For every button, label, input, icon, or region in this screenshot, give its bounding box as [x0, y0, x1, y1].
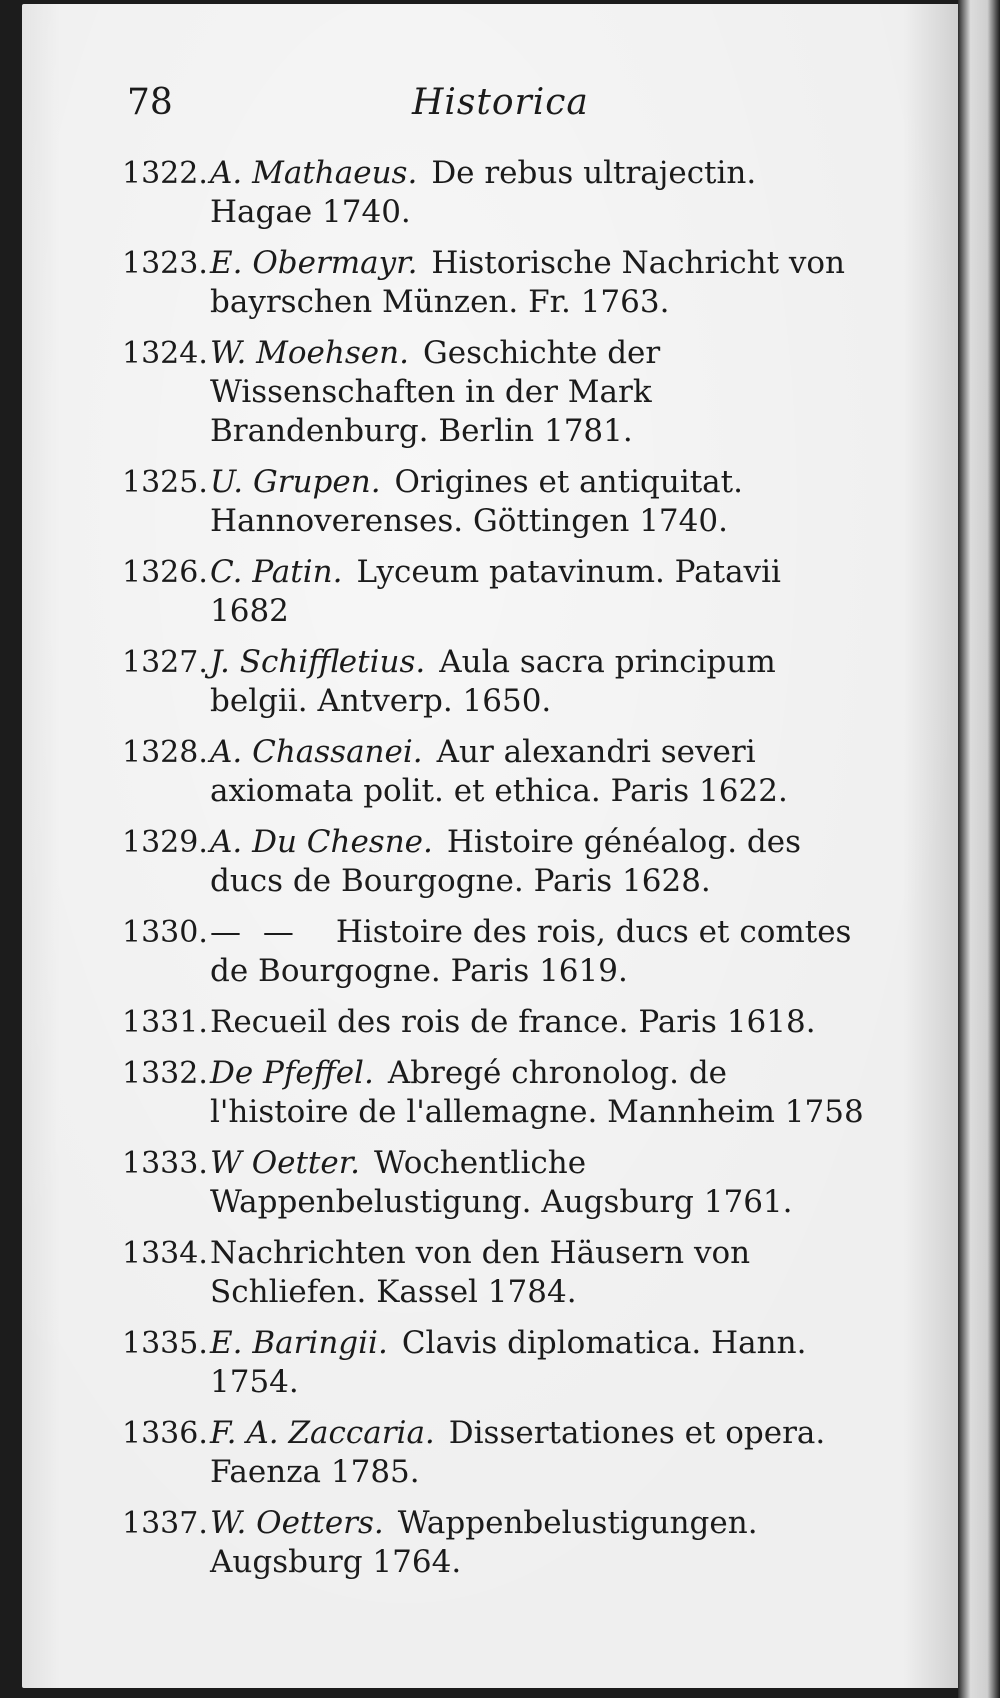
entry-number: 1330. [122, 915, 208, 950]
list-item [22, 1414, 980, 1492]
entry-body [210, 643, 865, 721]
entry-body [210, 913, 865, 991]
list-item [22, 1054, 980, 1132]
page-edge [958, 0, 1000, 1698]
entry-body [210, 244, 865, 322]
list-item [22, 1324, 980, 1402]
page-header [22, 82, 980, 132]
list-item [22, 553, 980, 631]
list-item [22, 1003, 980, 1042]
entry-body [210, 1234, 865, 1312]
list-item [22, 823, 980, 901]
entry-text: Clavis diplomatica. Hann. 1754. [210, 1325, 807, 1400]
entry-number: 1324. [122, 336, 208, 371]
entry-body [210, 1504, 865, 1582]
entry-text: Histoire des rois, ducs et comtes de Bourgogne. Paris 1619. [210, 914, 852, 989]
entry-body [210, 1003, 865, 1042]
entry-body [210, 1324, 865, 1402]
entry-number: 1333. [122, 1146, 208, 1181]
entry-body [210, 1414, 865, 1492]
entry-number: 1335. [122, 1326, 208, 1361]
entry-number: 1334. [122, 1236, 208, 1271]
entry-text: De rebus ultrajectin. Hagae 1740. [210, 155, 757, 230]
entry-text: Historische Nachricht von bayrschen Münzen. Fr. 1763. [210, 245, 846, 320]
entry-text: Histoire généalog. des ducs de Bourgogne. Paris 1628. [210, 824, 801, 899]
entry-author-ditto: — — [210, 914, 300, 950]
entry-number: 1327. [122, 645, 208, 680]
entry-body [210, 334, 865, 451]
entry-text: Geschichte der Wissenschaften in der Mark Brandenburg. Berlin 1781. [210, 335, 661, 449]
entry-number: 1326. [122, 555, 208, 590]
entry-body [210, 1144, 865, 1222]
entry-number: 1332. [122, 1056, 208, 1091]
list-item [22, 1234, 980, 1312]
entry-body [210, 733, 865, 811]
entry-number: 1322. [122, 156, 208, 191]
list-item [22, 913, 980, 991]
entry-number: 1323. [122, 246, 208, 281]
entry-text: Aur alexandri severi axiomata polit. et ethica. Paris 1622. [210, 734, 788, 809]
entry-text: Nachrichten von den Häusern von Schliefen. Kassel 1784. [210, 1235, 751, 1310]
entry-author: F. A. Zaccaria. [210, 1415, 435, 1451]
entry-author: W. Moehsen. [210, 335, 409, 371]
entry-author: De Pfeffel. [210, 1055, 374, 1091]
entry-text: Dissertationes et opera. Faenza 1785. [210, 1415, 826, 1490]
entry-number: 1325. [122, 465, 208, 500]
bibliography-list [22, 154, 980, 1594]
entry-author: W. Oetters. [210, 1505, 384, 1541]
entry-text: Origines et antiquitat. Hannoverenses. Göttingen 1740. [210, 464, 743, 539]
entry-text: Wochentliche Wappenbelustigung. Augsburg 1761. [210, 1145, 793, 1220]
entry-author: A. Mathaeus. [210, 155, 418, 191]
entry-author: C. Patin. [210, 554, 343, 590]
list-item [22, 733, 980, 811]
entry-author: W Oetter. [210, 1145, 361, 1181]
list-item [22, 643, 980, 721]
running-title: Historica [412, 82, 589, 123]
entry-number: 1337. [122, 1506, 208, 1541]
entry-number: 1336. [122, 1416, 208, 1451]
list-item [22, 463, 980, 541]
book-page [22, 4, 980, 1688]
entry-body [210, 1054, 865, 1132]
entry-body [210, 463, 865, 541]
entry-text: Wappenbelustigungen. Augsburg 1764. [210, 1505, 758, 1580]
entry-body [210, 553, 865, 631]
entry-author: A. Du Chesne. [210, 824, 433, 860]
entry-author: J. Schiffletius. [210, 644, 426, 680]
entry-text: Recueil des rois de france. Paris 1618. [210, 1004, 816, 1040]
entry-number: 1329. [122, 825, 208, 860]
page-number: 78 [127, 82, 173, 123]
list-item [22, 334, 980, 451]
entry-number: 1328. [122, 735, 208, 770]
entry-author: U. Grupen. [210, 464, 381, 500]
entry-author: E. Baringii. [210, 1325, 388, 1361]
entry-body [210, 823, 865, 901]
entry-author: A. Chassanei. [210, 734, 423, 770]
list-item [22, 244, 980, 322]
entry-number: 1331. [122, 1005, 208, 1040]
list-item [22, 1144, 980, 1222]
list-item [22, 154, 980, 232]
entry-body [210, 154, 865, 232]
entry-author: E. Obermayr. [210, 245, 418, 281]
entry-text: Abregé chronolog. de l'histoire de l'allemagne. Mannheim 1758 [210, 1055, 864, 1130]
list-item [22, 1504, 980, 1582]
entry-text: Lyceum patavinum. Patavii 1682 [210, 554, 781, 629]
entry-text: Aula sacra principum belgii. Antverp. 1650. [210, 644, 776, 719]
